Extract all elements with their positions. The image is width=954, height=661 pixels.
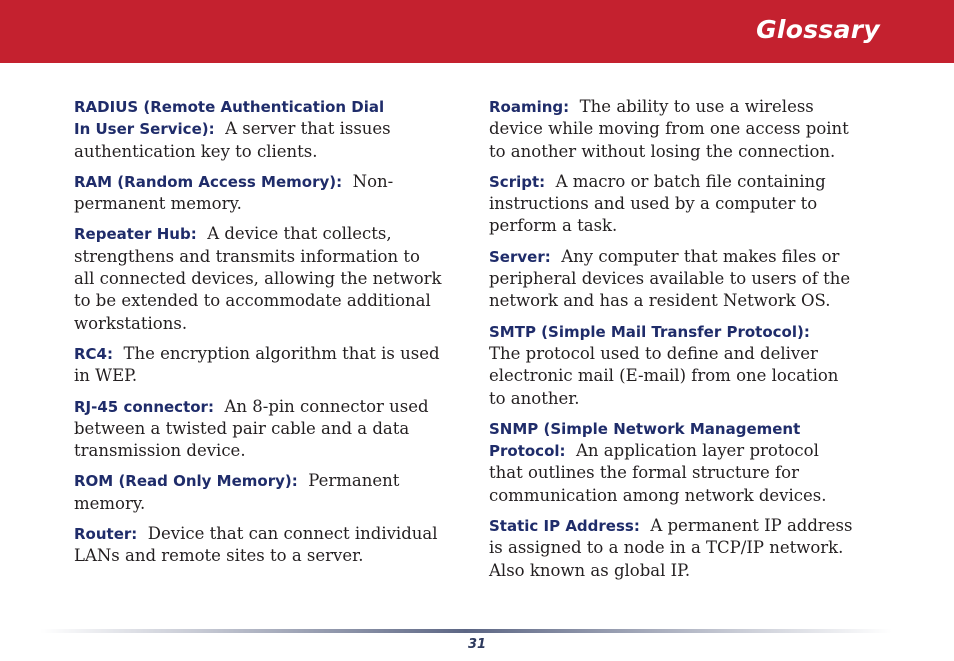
- glossary-term: SNMP (Simple Network Management Protocol:: [489, 419, 801, 461]
- glossary-entry: [489, 515, 881, 582]
- glossary-entry: [489, 418, 881, 507]
- glossary-term: ROM (Read Only Memory):: [74, 472, 298, 491]
- footer-divider: [40, 629, 892, 633]
- header-bar: [0, 0, 954, 63]
- glossary-term: RJ-45 connector:: [74, 397, 214, 416]
- glossary-entry: [489, 171, 881, 238]
- glossary-definition: The ability to use a wireless device while moving from one access point to another without losing the connection.: [489, 97, 849, 161]
- glossary-term: RAM (Random Access Memory):: [74, 172, 343, 191]
- glossary-entry: [74, 171, 470, 216]
- glossary-entry: [489, 246, 881, 313]
- glossary-entry: [74, 96, 470, 163]
- glossary-column-right: [489, 96, 881, 590]
- glossary-definition: The encryption algorithm that is used in WEP.: [74, 343, 440, 386]
- glossary-definition: Device that can connect individual LANs and remote sites to a server.: [74, 524, 438, 566]
- glossary-definition: The protocol used to define and deliver electronic mail (E-mail) from one location to another.: [489, 343, 839, 408]
- glossary-term: Server:: [489, 247, 551, 266]
- glossary-term: Roaming:: [489, 98, 570, 116]
- page-title: Glossary: [756, 15, 880, 44]
- glossary-definition: Non- permanent memory.: [74, 171, 394, 214]
- glossary-term: Router:: [74, 525, 138, 544]
- glossary-definition: Permanent memory.: [74, 471, 400, 513]
- glossary-term: SMTP (Simple Mail Transfer Protocol):: [489, 322, 810, 341]
- glossary-definition: A permanent IP address is assigned to a node in a TCP/IP network. Also known as global IP.: [489, 516, 853, 580]
- glossary-term: Repeater Hub:: [74, 225, 197, 244]
- glossary-term: RC4:: [74, 344, 113, 363]
- glossary-term: Script:: [489, 172, 546, 191]
- glossary-entry: [489, 321, 881, 410]
- glossary-entry: [74, 343, 470, 388]
- glossary-definition: Any computer that makes files or peripheral devices available to users of the network and has a resident Network OS.: [489, 246, 851, 311]
- glossary-definition: A device that collects, strengthens and transmits information to all connected devices, allowing the network to be extended to accommodate additional workstations.: [74, 224, 442, 333]
- glossary-definition: An 8-pin connector used between a twisted pair cable and a data transmission device.: [74, 396, 429, 461]
- glossary-term: RADIUS (Remote Authentication Dial In User Service):: [74, 98, 385, 139]
- glossary-entry: [489, 96, 881, 163]
- glossary-definition: An application layer protocol that outlines the formal structure for communication among network devices.: [489, 441, 827, 505]
- glossary-entry: [74, 396, 470, 463]
- glossary-entry: [74, 523, 470, 568]
- glossary-entry: [74, 223, 470, 334]
- page-number: 31: [467, 637, 487, 652]
- glossary-term: Static IP Address:: [489, 517, 640, 536]
- glossary-column-left: [74, 96, 470, 576]
- glossary-entry: [74, 470, 470, 515]
- glossary-definition: A server that issues authentication key to clients.: [74, 119, 391, 161]
- glossary-definition: A macro or batch file containing instructions and used by a computer to perform a task.: [489, 171, 826, 236]
